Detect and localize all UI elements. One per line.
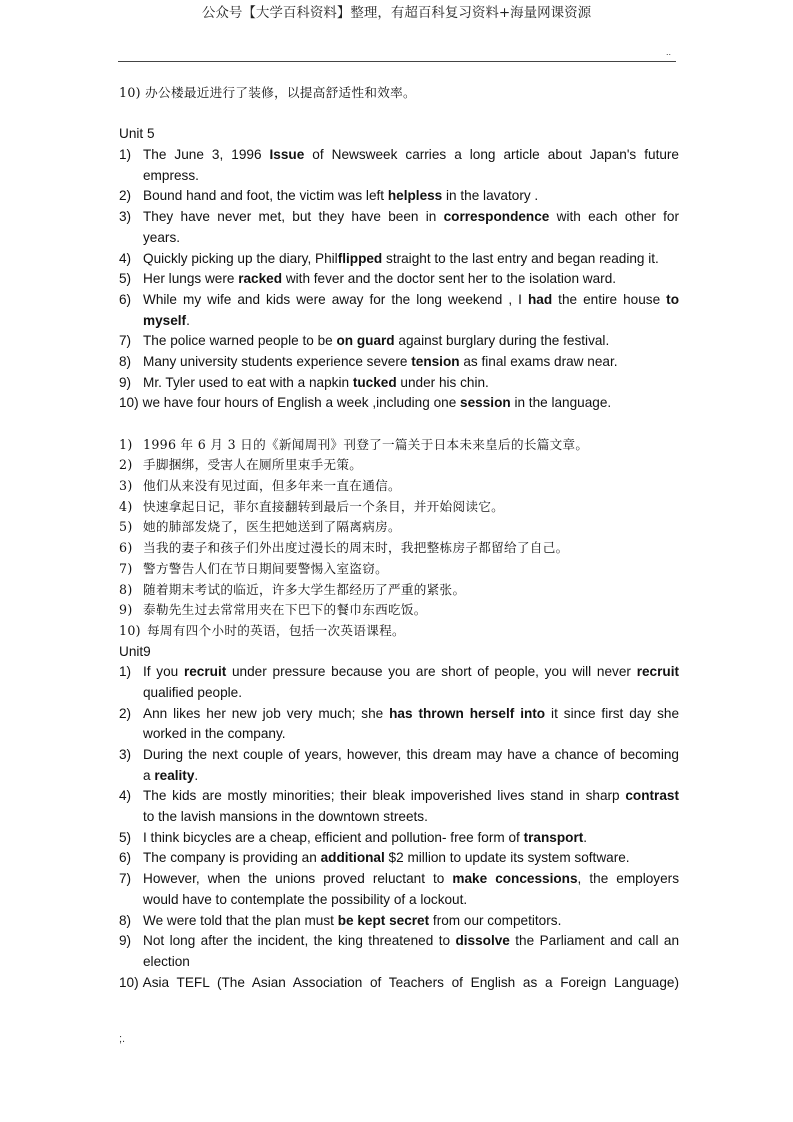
keyword: recruit — [636, 664, 679, 680]
keyword: myself — [143, 312, 187, 328]
keyword: transport — [523, 829, 584, 845]
unit9-item-4: 4) The kids are mostly minorities; their bleak impoverished lives stand in sharp contrast to the lavish mansions in the downtown streets. — [119, 788, 679, 825]
unit5-item-1: 1) The June 3, 1996 Issue of Newsweek carries a long article about Japan's future empress. — [119, 147, 679, 183]
unit9-item-9: 9) Not long after the incident, the king threatened to dissolve the Parliament and call an election — [119, 933, 679, 969]
page-header: 公众号【大学百科资料】整理，有超百科复习资料+海量网课资源 — [201, 5, 592, 21]
keyword: make concessions — [452, 871, 578, 887]
keyword: reality — [154, 767, 195, 783]
unit5-item-4: 4) Quickly picking up the diary, Philflipped straight to the last entry and began reading it. — [119, 250, 659, 266]
unit5-item-10: 10) we have four hours of English a week ,including one session in the language. — [119, 395, 612, 411]
keyword: has thrown herself into — [389, 705, 546, 721]
unit5-item-6: 6) While my wife and kids were away for the long weekend , I had the entire house to myself. — [119, 291, 680, 328]
unit5-title: Unit 5 — [119, 126, 155, 142]
keyword: be kept secret — [337, 912, 430, 928]
keyword: racked — [238, 271, 283, 287]
unit9-item-1: 1) If you recruit under pressure because you are short of people, you will never recruit qualified people. — [119, 664, 679, 700]
document-body — [119, 83, 679, 993]
unit9-item-10: 10) Asia TEFL (The Asian Association of Teachers of English as a Foreign Language) — [119, 974, 679, 990]
unit5-item-2: 2) Bound hand and foot, the victim was left helpless in the lavatory . — [119, 188, 539, 204]
keyword: recruit — [183, 664, 227, 680]
page-footer-mark: ;. — [119, 1033, 126, 1045]
keyword: to — [666, 291, 680, 307]
unit9-item-7: 7) However, when the unions proved reluctant to make concessions, the employers would have to contemplate the possibility of a lockout. — [119, 871, 679, 907]
item-text: 办公楼最近进行了装修，以提高舒适性和效率。 — [145, 85, 416, 100]
header-divider — [118, 61, 676, 62]
keyword: had — [527, 291, 553, 307]
keyword: tension — [411, 353, 460, 369]
keyword: session — [460, 395, 511, 411]
keyword: dissolve — [455, 933, 510, 949]
unit9-item-5: 5) I think bicycles are a cheap, efficient and pollution- free form of transport. — [119, 829, 588, 845]
unit9-item-3: 3) During the next couple of years, however, this dream may have a chance of becoming a reality. — [119, 747, 679, 783]
corner-mark: .. — [666, 47, 672, 57]
keyword: correspondence — [443, 209, 550, 225]
keyword: helpless — [387, 188, 443, 204]
keyword: tucked — [352, 374, 397, 390]
translation-7: 7) 警方警告人们在节日期间要警惕入室盗窃。 — [119, 560, 388, 576]
unit9-item-2: 2) Ann likes her new job very much; she has thrown herself into it since first day she worked in the company. — [119, 705, 680, 742]
unit5-item-7: 7) The police warned people to be on guard against burglary during the festival. — [119, 333, 610, 349]
item-number: 10) — [119, 85, 141, 100]
unit9-title: Unit9 — [119, 643, 151, 659]
translation-2: 2) 手脚捆绑，受害人在厕所里束手无策。 — [119, 457, 363, 473]
unit5-item-3: 3) They have never met, but they have been in correspondence with each other for years. — [119, 209, 679, 245]
keyword: additional — [320, 850, 385, 866]
keyword: Issue — [269, 147, 305, 163]
keyword: on guard — [336, 333, 395, 349]
translation-3: 3) 他们从来没有见过面，但多年来一直在通信。 — [119, 478, 401, 494]
translation-10: 10) 每周有四个小时的英语，包括一次英语课程。 — [119, 622, 405, 638]
translation-9: 9) 泰勒先生过去常常用夹在下巴下的餐巾东西吃饭。 — [119, 602, 427, 618]
translation-5: 5) 她的肺部发烧了，医生把她送到了隔离病房。 — [119, 519, 401, 535]
intro-line — [119, 83, 679, 104]
translation-4: 4) 快速拿起日记，菲尔直接翻转到最后一个条目，并开始阅读它。 — [119, 498, 505, 514]
keyword: flipped — [337, 250, 383, 266]
unit9-item-8: 8) We were told that the plan must be kept secret from our competitors. — [119, 912, 562, 928]
translation-6: 6) 当我的妻子和孩子们外出度过漫长的周末时，我把整栋房子都留给了自己。 — [119, 540, 569, 556]
unit9-item-6: 6) The company is providing an additional $2 million to update its system software. — [119, 850, 630, 866]
unit5-item-8: 8) Many university students experience severe tension as final exams draw near. — [119, 353, 618, 369]
unit5-item-5: 5) Her lungs were racked with fever and the doctor sent her to the isolation ward. — [119, 271, 617, 287]
unit5-item-9: 9) Mr. Tyler used to eat with a napkin tucked under his chin. — [119, 374, 489, 390]
keyword: contrast — [625, 788, 679, 804]
translation-8: 8) 随着期末考试的临近，许多大学生都经历了严重的紧张。 — [119, 581, 466, 597]
translation-1: 1) 1996 年 6 月 3 日的《新闻周刊》刊登了一篇关于日本未来皇后的长篇文章。 — [119, 436, 589, 452]
